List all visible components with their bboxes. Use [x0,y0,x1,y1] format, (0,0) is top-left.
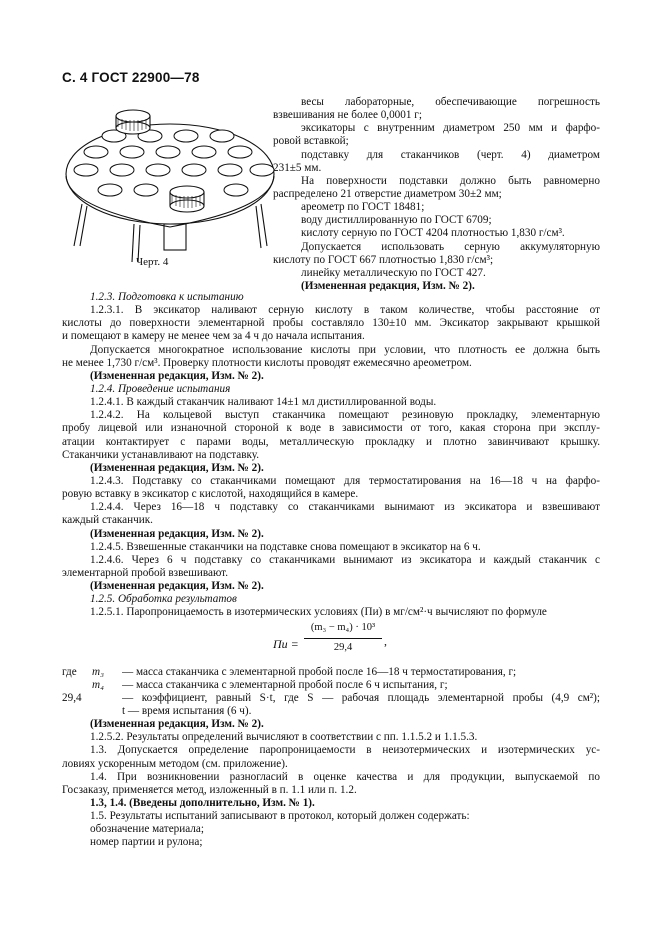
stand-hole [120,146,144,158]
formula [62,620,600,666]
right-text-line: ареометр по ГОСТ 18481; [301,201,425,214]
text-line: 1.2.4. Проведение испытания [90,382,231,395]
right-text-line: весы лабораторные, обеспечивающие погрешность [301,96,600,108]
text-line: (Измененная редакция, Изм. № 2). [90,580,264,593]
definition-row [62,705,600,718]
definition-text: t — время испытания (6 ч). [122,704,252,717]
definition-lead: где [62,665,77,678]
stand-hole [250,164,274,176]
desiccator-stand-figure [60,96,280,271]
definition-lead: 29,4 [62,691,82,704]
definition-symbol [92,705,122,718]
definition-text: — масса стаканчика с элементарной пробой после 6 ч испытания, г; [122,678,448,691]
text-line: каждый стаканчик. [62,514,153,527]
text-line: (Измененная редакция, Изм. № 2). [90,718,264,731]
stand-hole [134,184,158,196]
right-column-text [273,96,600,293]
text-line: Стаканчики устанавливают на подставку. [62,448,260,461]
stand-hole [174,130,198,142]
text-line: 1.3, 1.4. (Введены дополнительно, Изм. № 1). [90,796,315,809]
formula-numerator: (m₃ − m₄) · 10³ [310,621,376,633]
definition-symbol: m₃ [92,665,104,678]
stand-hole [146,164,170,176]
definition-symbol: m₄ [92,678,104,691]
text-line: 1.2.4.5. Взвешенные стаканчики на подставке снова помещают в эксикатор на 6 ч. [90,540,481,553]
text-line: 1.5. Результаты испытаний записывают в протокол, который должен содержать: [90,810,470,823]
stand-hole [192,146,216,158]
text-line: 1.2.3. Подготовка к испытанию [90,291,244,303]
formula-bar [304,638,382,639]
text-line: 1.2.5.2. Результаты определений вычисляют в соответствии с пп. 1.1.5.2 и 1.1.5.3. [90,731,478,744]
right-text-line: взвешивания не более 0,0001 г; [273,109,422,122]
right-text-line: На поверхности подставки должно быть равномерно [301,174,600,187]
text-line: (Измененная редакция, Изм. № 2). [90,369,264,382]
text-line: Госзаказу, применяется метод, изложенный в п. 1.1 или п. 1.2. [62,783,357,796]
text-line: номер партии и рулона; [90,836,203,849]
stand-hole [228,146,252,158]
text-line: Допускается многократное использование кислоты при условии, что плотность ее должна быть [90,343,600,356]
stand-hole [224,184,248,196]
stand-hole [182,164,206,176]
right-text-line: воду дистиллированную по ГОСТ 6709; [301,214,492,227]
stand-hole [156,146,180,158]
text-line: ловиях ускоренным методом (см. приложение). [62,757,288,770]
text-line: 1.2.3.1. В эксикатор наливают серную кислоту в таком количестве, чтобы расстояние от [90,304,600,317]
text-line: 1.2.4.4. Через 16—18 ч подставку со стаканчиками вынимают из эксикатора и взвешивают [90,501,600,514]
formula-denominator: 29,4 [333,641,353,653]
right-text-line: кислоту по ГОСТ 667 плотностью 1,830 г/см³; [273,253,494,266]
definition-row [62,692,600,705]
main-text [62,291,600,849]
text-line: обозначение материала; [90,823,204,836]
text-line: 1.2.5.1. Паропроницаемость в изотермических условиях (Пи) в мг/см²·ч вычисляют по формуле [90,606,547,619]
right-text-line: кислоту серную по ГОСТ 4204 плотностью 1,830 г/см³. [301,227,565,240]
text-line: пробу лицевой или изнаночной стороной к воде в зависимости от того, какая сторона при эксплу- [62,422,600,435]
definition-lead [62,679,92,692]
text-line: 1.2.4.1. В каждый стаканчик наливают 14±1 мл дистиллированной воды. [90,396,437,409]
figure-caption: Черт. 4 [136,256,169,268]
formula-lhs: Пи = [273,636,299,651]
text-line: элементарной пробой взвешивают. [62,566,229,579]
text-line: 1.4. При возникновении разногласий в оценке качества и для продукции, выпускаемой по [90,770,600,783]
definition-text: — масса стаканчика с элементарной пробой после 16—18 ч термостатирования, г; [122,665,517,678]
text-line: 1.2.5. Обработка результатов [90,593,237,606]
right-text-line: 231±5 мм. [273,161,322,174]
definition-symbol [92,692,122,705]
definition-row [62,666,600,679]
definition-lead [62,705,92,718]
text-line: 1.3. Допускается определение паропроницаемости в неизотермических и изотермических ус- [90,744,600,757]
text-line: 1.2.4.3. Подставку со стаканчиками помещают для термостатирования на 16—18 ч на фарфо- [90,474,600,487]
right-text-line: (Измененная редакция, Изм. № 2). [301,279,475,292]
page-header: С. 4 ГОСТ 22900—78 [62,70,200,85]
text-line: ровую вставку в эксикатор с кислотой, находящийся в камере. [62,488,359,501]
formula-definitions [62,666,600,719]
text-line: (Измененная редакция, Изм. № 2). [90,461,264,474]
stand-hole [74,164,98,176]
definition-text: — коэффициент, равный S·t, где S — рабочая площадь элементарной пробы (4,9 см²); [122,691,600,704]
right-text-line: распределено 21 отверстие диаметром 30±2 мм; [273,187,502,200]
right-text-line: эксикаторы с внутренним диаметром 250 мм и фарфо- [301,122,600,135]
definition-row [62,679,600,692]
text-line: атации контактирует с парами воды, металлическую прокладку и плотно завинчивают крышку. [62,435,600,448]
stand-hole [210,130,234,142]
right-text-line: Допускается использовать серную аккумуляторную [301,240,600,253]
right-text-line: подставку для стаканчиков (черт. 4) диаметром [301,148,600,161]
stand-hole [84,146,108,158]
stand-hole [98,184,122,196]
right-text-line: ровой вставкой; [273,135,349,148]
text-line: 1.2.4.6. Через 6 ч подставку со стаканчиками вынимают из эксикатора и каждый стаканчик с [90,553,600,566]
text-line: 1.2.4.2. На кольцевой выступ стаканчика помещают резиновую прокладку, элементарную [90,409,600,422]
formula-tail: , [384,633,387,648]
stand-hole [218,164,242,176]
text-line: и помещают в камеру не менее чем за 4 ч до начала испытания. [62,330,365,343]
stand-hole [110,164,134,176]
right-text-line: линейку металлическую по ГОСТ 427. [301,266,486,279]
text-line: (Измененная редакция, Изм. № 2). [90,527,264,540]
text-line: кислоты до поверхности элементарной пробы составляло 130±10 мм. Эксикатор закрывают крышкой [62,317,600,330]
text-line: не менее 1,730 г/см³. Проверку плотности кислоты проводят ежемесячно ареометром. [62,356,472,369]
